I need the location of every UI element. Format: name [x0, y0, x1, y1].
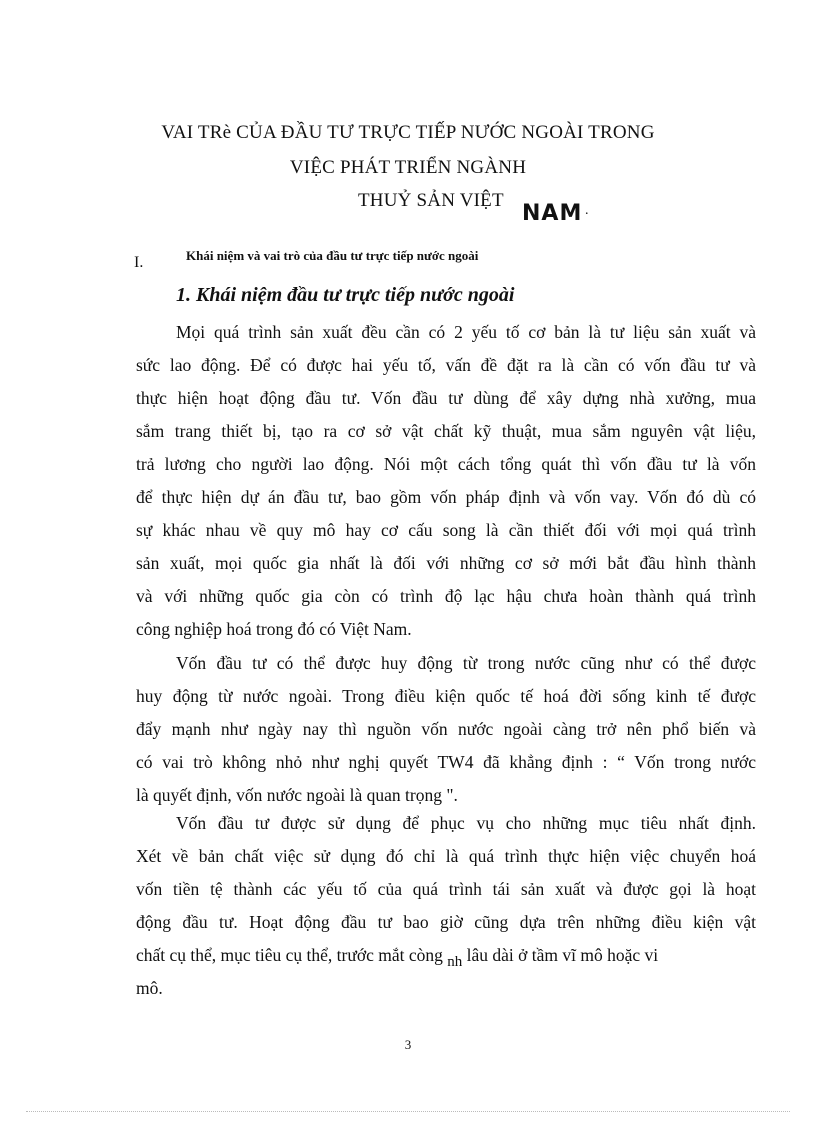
title-nam-fragment: NAM [522, 201, 583, 226]
page-number: 3 [404, 1037, 412, 1052]
section-number: I. [134, 254, 144, 271]
text-line: vốn tiền tệ thành các yếu tố của quá trình tái sản xuất và được gọi là hoạt [136, 879, 756, 899]
text-line: sức lao động. Để có được hai yếu tố, vấn đề đặt ra là cần có vốn đầu tư và [136, 355, 756, 375]
page-bottom-divider [26, 1111, 790, 1112]
text-line: Xét về bản chất việc sử dụng đó chỉ là quá trình thực hiện việc chuyển hoá [136, 846, 756, 866]
subsection-heading: 1. Khái niệm đầu tư trực tiếp nước ngoài [176, 284, 515, 306]
text-line: và với những quốc gia còn có trình độ lạc hậu chưa hoàn thành quá trình [136, 586, 756, 606]
text-line: có vai trò không nhỏ như nghị quyết TW4 đã khẳng định : “ Vốn trong nước [136, 752, 756, 772]
text-line: công nghiệp hoá trong đó có Việt Nam. [136, 619, 412, 639]
text-line-mixed [136, 945, 756, 970]
text-line: để thực hiện dự án đầu tư, bao gồm vốn pháp định và vốn vay. Vốn đó dù có [136, 487, 756, 507]
text-line: là quyết định, vốn nước ngoài là quan trọng ". [136, 785, 458, 805]
text-line: Vốn đầu tư có thể được huy động từ trong nước cũng như có thể được [176, 653, 756, 673]
title-line-3: THUỶ SẢN VIỆT [358, 190, 504, 211]
text-line: huy động từ nước ngoài. Trong điều kiện quốc tế hoá đời sống kinh tế được [136, 686, 756, 706]
title-line-1: VAI TRè CỦA ĐẦU TƯ TRỰC TIẾP NƯỚC NGOÀI TRONG [161, 122, 655, 143]
text-line: sắm trang thiết bị, tạo ra cơ sở vật chất kỹ thuật, mua sắm nguyên vật liệu, [136, 421, 756, 441]
text-fragment: lâu dài ở tầm vĩ mô hoặc vi [466, 945, 659, 965]
text-fragment: chất cụ thể, mục tiêu cụ thể, trước mắt còng [136, 945, 443, 965]
title-line-2: VIỆC PHÁT TRIỂN NGÀNH [289, 157, 527, 178]
title-dot: . [585, 203, 589, 218]
text-line: đẩy mạnh như ngày nay thì nguồn vốn nước ngoài càng trở nên phổ biến và [136, 719, 756, 739]
text-line: động đầu tư. Hoạt động đầu tư bao giờ cũng dựa trên những điều kiện vật [136, 912, 756, 932]
subscript-fragment: nh [447, 954, 463, 970]
section-heading: Khái niệm và vai trò của đầu tư trực tiếp nước ngoài [186, 248, 479, 263]
text-line: thực hiện hoạt động đầu tư. Vốn đầu tư dùng để xây dựng nhà xưởng, mua [136, 388, 756, 408]
text-line: Mọi quá trình sản xuất đều cần có 2 yếu tố cơ bản là tư liệu sản xuất và [176, 322, 756, 342]
text-line: sự khác nhau về quy mô hay cơ cấu song là cần thiết đối với mọi quá trình [136, 520, 756, 540]
text-line: Vốn đầu tư được sử dụng để phục vụ cho những mục tiêu nhất định. [176, 813, 756, 833]
text-line: mô. [136, 978, 163, 998]
text-line: trả lương cho người lao động. Nói một cách tổng quát thì vốn đầu tư là vốn [136, 454, 756, 474]
text-line: sản xuất, mọi quốc gia nhất là đối với những cơ sở mới bắt đầu hình thành [136, 553, 756, 573]
